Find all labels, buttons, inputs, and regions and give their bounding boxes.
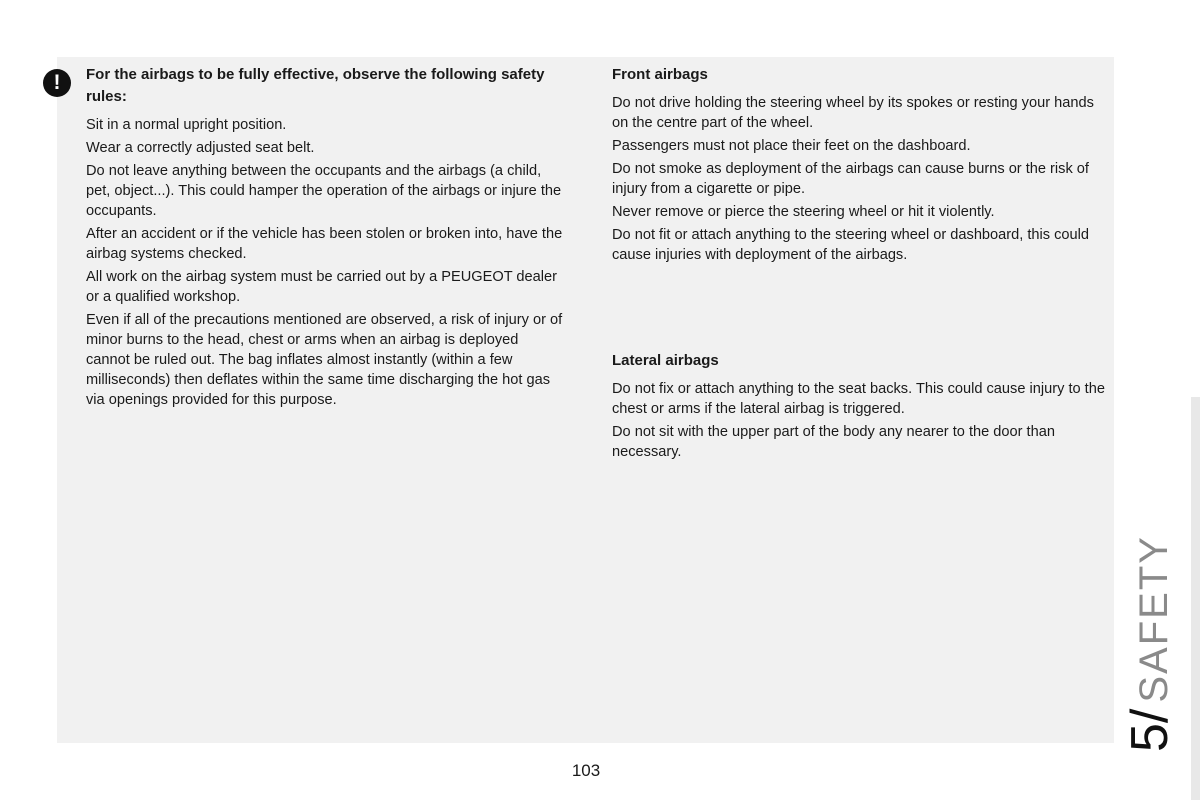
- front-airbags-paragraph: Never remove or pierce the steering wheel or hit it violently.: [612, 204, 995, 220]
- safety-rule-paragraph: Even if all of the precautions mentioned are observed, a risk of injury or of minor burns to the head, chest or arms when an airbag is deployed cannot be ruled out. The bag inflates almost instantly (within a few milliseconds) then deflates within the same time discharging the hot gas via openings provided for this purpose.: [86, 312, 563, 408]
- lateral-airbags-paragraph: Do not fix or attach anything to the seat backs. This could cause injury to the chest or arms if the lateral airbag is triggered.: [612, 381, 1105, 417]
- front-airbags-paragraph: Do not fit or attach anything to the steering wheel or dashboard, this could cause injuries with deployment of the airbags.: [612, 227, 1090, 263]
- safety-rule-paragraph: After an accident or if the vehicle has been stolen or broken into, have the airbag systems checked.: [86, 226, 563, 262]
- safety-rule-paragraph: All work on the airbag system must be carried out by a PEUGEOT dealer or a qualified workshop.: [86, 269, 557, 305]
- lateral-airbags-heading: Lateral airbags: [612, 352, 719, 369]
- safety-rules-column: [86, 64, 564, 413]
- lateral-airbags-section: [612, 350, 1107, 465]
- chapter-number: 5: [1121, 723, 1179, 752]
- chapter-separator: /: [1121, 708, 1179, 724]
- safety-rules-heading: For the airbags to be fully effective, observe the following safety rules:: [86, 66, 545, 105]
- safety-rule-paragraph: Sit in a normal upright position.: [86, 117, 287, 133]
- chapter-label: [1120, 535, 1180, 752]
- exclamation-icon: !: [43, 69, 71, 97]
- chapter-title: SAFETY: [1132, 535, 1176, 703]
- safety-rule-paragraph: Do not leave anything between the occupants and the airbags (a child, pet, object...). This could hamper the operation of the airbags or injure the occupants.: [86, 163, 562, 219]
- chapter-side-tab: [1191, 397, 1200, 800]
- front-airbags-paragraph: Passengers must not place their feet on the dashboard.: [612, 138, 971, 154]
- front-airbags-section: [612, 64, 1107, 268]
- front-airbags-paragraph: Do not smoke as deployment of the airbags can cause burns or the risk of injury from a cigarette or pipe.: [612, 161, 1089, 197]
- page-number: 103: [571, 761, 601, 780]
- safety-rule-paragraph: Wear a correctly adjusted seat belt.: [86, 140, 315, 156]
- lateral-airbags-paragraph: Do not sit with the upper part of the body any nearer to the door than necessary.: [612, 424, 1055, 460]
- front-airbags-heading: Front airbags: [612, 66, 708, 83]
- front-airbags-paragraph: Do not drive holding the steering wheel by its spokes or resting your hands on the centre part of the wheel.: [612, 95, 1094, 131]
